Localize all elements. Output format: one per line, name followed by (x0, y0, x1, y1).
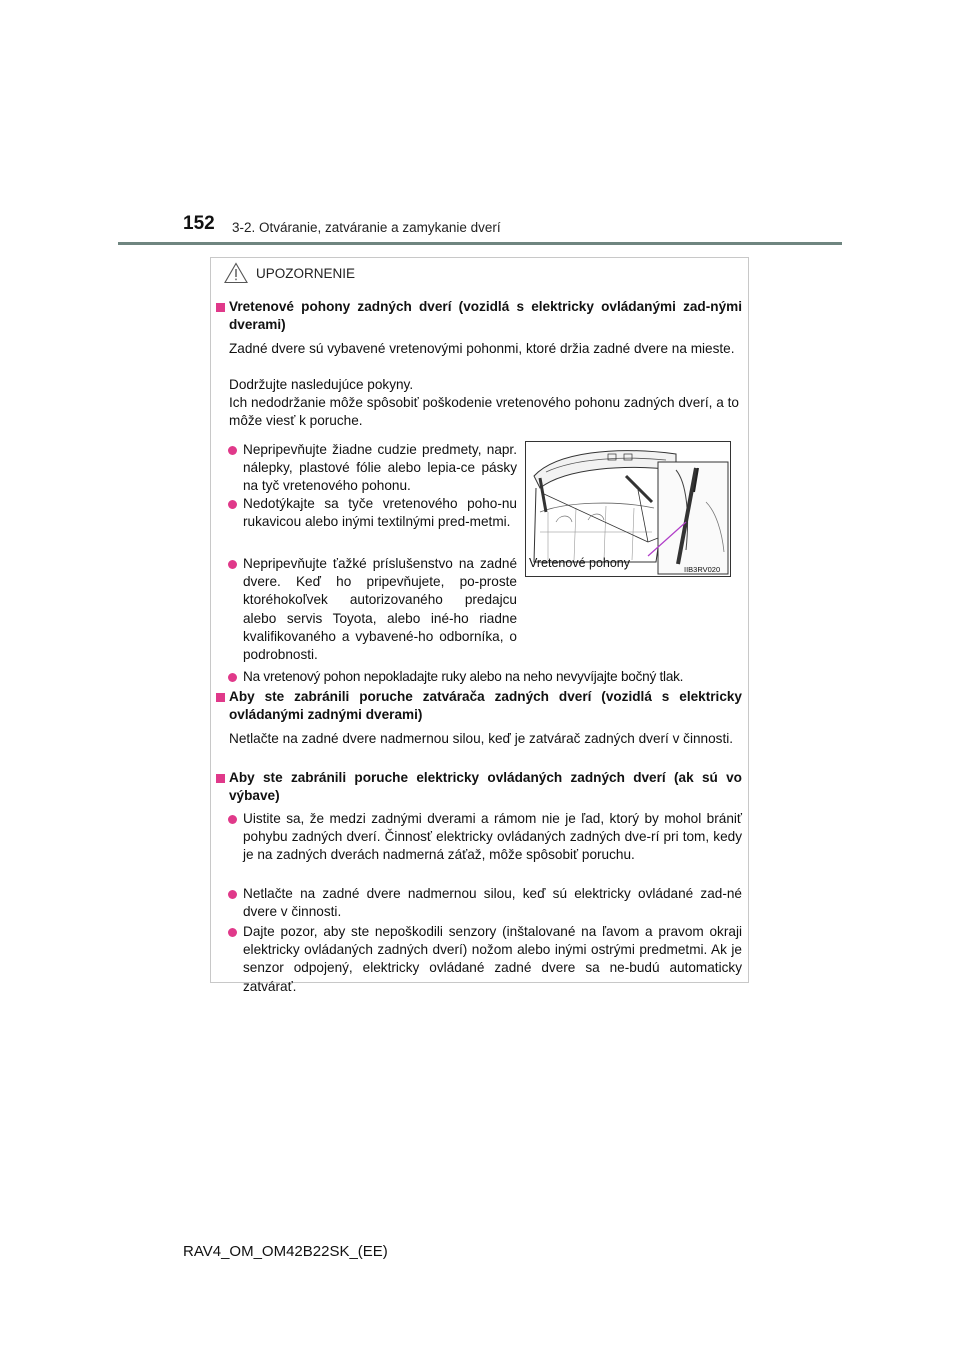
section-marker-icon (216, 774, 225, 783)
bullet-icon (228, 673, 237, 682)
warning-header (224, 260, 355, 286)
section1-heading: Vretenové pohony zadných dverí (vozidlá s elektricky ovládanými zad-nými dverami) (229, 299, 742, 333)
page-number: 152 (183, 213, 215, 234)
figure-caption: Vretenové pohony (529, 556, 631, 570)
section1-bullet-1: Nepripevňujte žiadne cudzie predmety, napr. nálepky, plastové fólie alebo lepia-ce pásky na tyč vretenového pohonu. (243, 442, 517, 494)
section1-intro-2: Dodržujte nasledujúce pokyny. (229, 377, 414, 392)
section1-wide-bullet: Na vretenový pohon nepokladajte ruky alebo na neho nevyvíjajte bočný tlak. (243, 669, 684, 684)
bullet-icon (228, 500, 237, 509)
chapter-title: 3-2. Otváranie, zatváranie a zamykanie dverí (232, 220, 501, 235)
section1-intro-1: Zadné dvere sú vybavené vretenovými pohonmi, ktoré držia zadné dvere na mieste. (229, 341, 735, 356)
section1-intro-3: Ich nedodržanie môže spôsobiť poškodenie vretenového pohonu zadných dverí, a to môže viesť k poruche. (229, 395, 739, 429)
section-marker-icon (216, 303, 225, 312)
bullet-icon (228, 446, 237, 455)
section3-heading: Aby ste zabránili poruche elektricky ovládaných zadných dverí (ak sú vo výbave) (229, 770, 742, 804)
bullet-icon (228, 928, 237, 937)
bullet-icon (228, 890, 237, 899)
bullet-icon (228, 560, 237, 569)
figure-code: IIB3RV020 (684, 565, 721, 574)
bullet-icon (228, 815, 237, 824)
warning-triangle-icon (224, 262, 248, 284)
section1-bullet-2: Nedotýkajte sa tyče vretenového poho-nu rukavicou alebo inými textilnými pred-metmi. (243, 496, 517, 530)
section3-bullet-1: Uistite sa, že medzi zadnými dverami a rámom nie je ľad, ktorý by mohol brániť pohybu zadných dverí. Činnosť elektricky ovládaných zadných dve-rí pri tom, kedy je na zadných dverách nadmerná záťaž, môže spôsobiť poruchu. (243, 811, 742, 863)
section3-bullet-2: Netlačte na zadné dvere nadmernou silou, keď sú elektricky ovládané zad-né dvere v činnosti. (243, 886, 742, 920)
warning-title: UPOZORNENIE (256, 265, 356, 281)
section-marker-icon (216, 693, 225, 702)
section2-heading: Aby ste zabránili poruche zatvárača zadných dverí (vozidlá s elektricky ovládanými zadnými dverami) (229, 689, 742, 723)
section1-bullet-3: Nepripevňujte ťažké príslušenstvo na zadné dvere. Keď ho pripevňujete, po-proste ktoréhokoľvek autorizovaného predajcu alebo servis Toyota, alebo iné-ho riadne kvalifikovaného a vybavené-ho odborníka, o podrobnosti. (243, 556, 517, 663)
section2-text: Netlačte na zadné dvere nadmernou silou, keď je zatvárač zadných dverí v činnosti. (229, 731, 734, 746)
header-rule (118, 242, 842, 245)
document-code: RAV4_OM_OM42B22SK_(EE) (183, 1243, 388, 1260)
section3-bullet-3: Dajte pozor, aby ste nepoškodili senzory (inštalované na ľavom a pravom okraji elektricky ovládaných zadných dverí) nožom alebo inými ostrými predmetmi. Ak je senzor odpojený, elektricky ovládané zadné dvere sa ne-budú automaticky zatvárať. (243, 924, 742, 994)
